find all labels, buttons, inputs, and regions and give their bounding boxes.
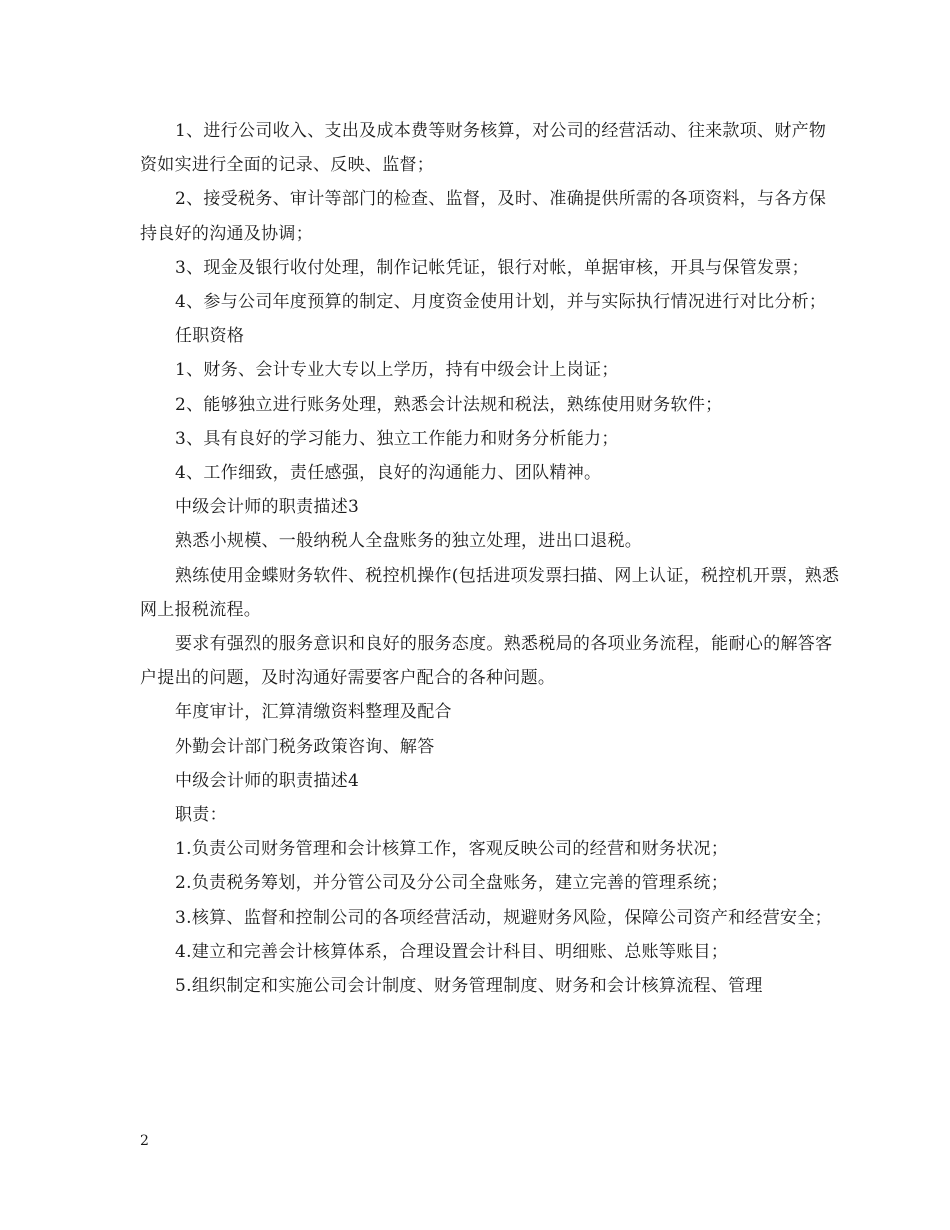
paragraph-duty-2: 2、接受税务、审计等部门的检查、监督，及时、准确提供所需的各项资料，与各方保持良好的沟通及协调； xyxy=(140,189,827,244)
paragraph-description-3-3: 要求有强烈的服务意识和良好的服务态度。熟悉税局的各项业务流程，能耐心的解答客户提出的问题，及时沟通好需要客户配合的各种问题。 xyxy=(140,634,833,689)
section-heading-qualifications: 任职资格 xyxy=(175,326,245,347)
paragraph-description-4-2: 2.负责税务筹划，并分管公司及分公司全盘账务，建立完善的管理系统； xyxy=(175,873,729,894)
section-heading-description-4: 中级会计师的职责描述4 xyxy=(175,770,360,791)
paragraph-qualification-4: 4、工作细致，责任感强，良好的沟通能力、团队精神。 xyxy=(175,463,602,484)
paragraph-duty-3: 3、现金及银行收付处理，制作记帐凭证，银行对帐，单据审核，开具与保管发票； xyxy=(175,257,809,278)
paragraph-qualification-2: 2、能够独立进行账务处理，熟悉会计法规和税法，熟练使用财务软件； xyxy=(175,394,723,415)
page-number: 2 xyxy=(140,1133,149,1149)
paragraph-description-3-2: 熟练使用金蝶财务软件、税控机操作(包括进项发票扫描、网上认证，税控机开票，熟悉网上报税流程。 xyxy=(140,565,840,620)
document-body xyxy=(140,114,840,1003)
paragraph-description-4-4: 4.建立和完善会计核算体系，合理设置会计科目、明细账、总账等账目； xyxy=(175,941,729,962)
paragraph-duty-4: 4、参与公司年度预算的制定、月度资金使用计划，并与实际执行情况进行对比分析； xyxy=(175,292,827,313)
paragraph-description-4-1: 1.负责公司财务管理和会计核算工作，客观反映公司的经营和财务状况； xyxy=(175,839,729,860)
paragraph-description-3-4: 年度审计，汇算清缴资料整理及配合 xyxy=(175,702,452,723)
paragraph-qualification-1: 1、财务、会计专业大专以上学历，持有中级会计上岗证； xyxy=(175,360,619,381)
paragraph-description-3-5: 外勤会计部门税务政策咨询、解答 xyxy=(175,736,435,757)
subheading-duties: 职责： xyxy=(175,805,227,826)
paragraph-duty-1: 1、进行公司收入、支出及成本费等财务核算，对公司的经营活动、往来款项、财产物资如实进行全面的记录、反映、监督； xyxy=(140,121,827,176)
paragraph-description-3-1: 熟悉小规模、一般纳税人全盘账务的独立处理，进出口退税。 xyxy=(175,531,643,552)
paragraph-description-4-3: 3.核算、监督和控制公司的各项经营活动，规避财务风险，保障公司资产和经营安全； xyxy=(175,907,832,928)
paragraph-description-4-5: 5.组织制定和实施公司会计制度、财务管理制度、财务和会计核算流程、管理 xyxy=(175,976,763,997)
section-heading-description-3: 中级会计师的职责描述3 xyxy=(175,497,360,518)
paragraph-qualification-3: 3、具有良好的学习能力、独立工作能力和财务分析能力； xyxy=(175,428,619,449)
